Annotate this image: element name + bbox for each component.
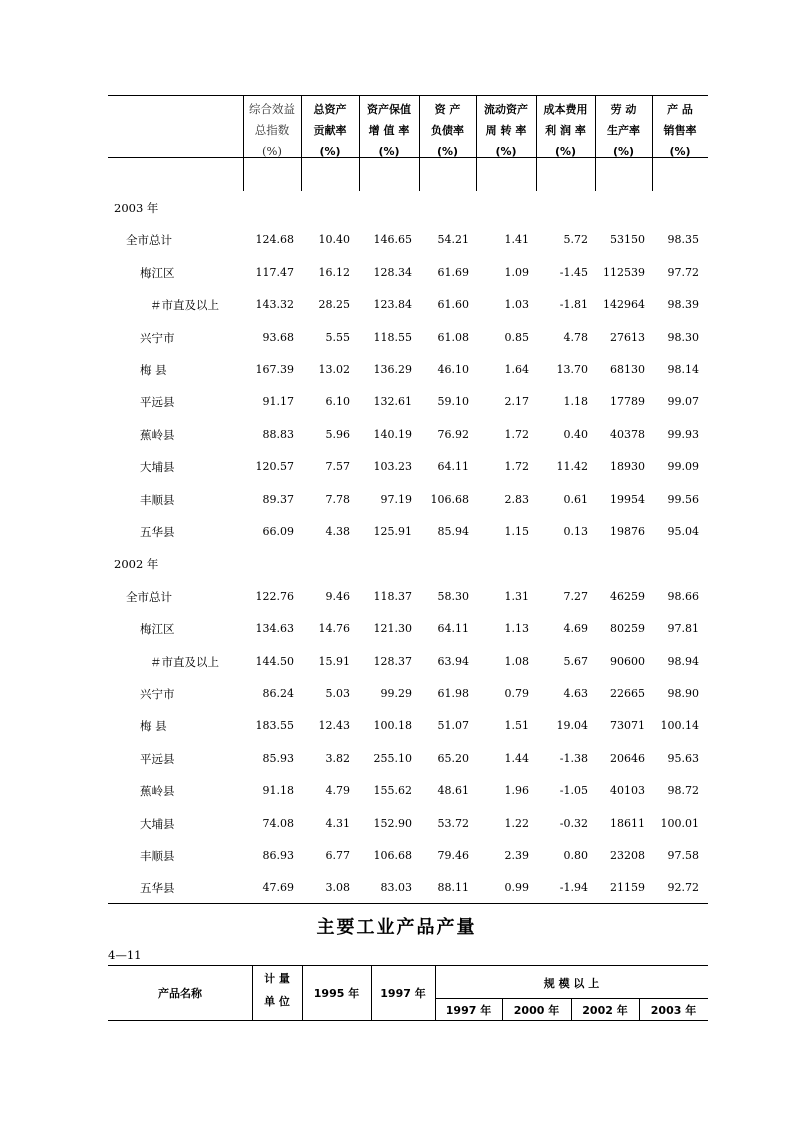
table-cell: 3.08 xyxy=(325,881,350,894)
table-cell: 19876 xyxy=(610,525,645,538)
column-divider xyxy=(243,95,244,191)
table-cell: 97.81 xyxy=(667,622,699,635)
table-cell: 20646 xyxy=(610,752,645,765)
table-cell: 61.98 xyxy=(437,687,469,700)
table-cell: 28.25 xyxy=(318,298,350,311)
col-unit-line1: 计 量 xyxy=(264,972,290,985)
table-cell: 4.69 xyxy=(563,622,588,635)
column-header xyxy=(301,99,359,162)
table-row xyxy=(108,716,708,736)
column-header xyxy=(476,99,536,162)
column-header-line: 贡献率 xyxy=(313,124,347,137)
table-cell: 4.63 xyxy=(563,687,588,700)
table-cell: 40103 xyxy=(610,784,645,797)
table-cell: 1.15 xyxy=(504,525,529,538)
table-cell: 10.40 xyxy=(318,233,350,246)
column-header-line: 负债率 xyxy=(431,124,464,137)
indicator-table xyxy=(108,95,708,904)
table-cell: 124.68 xyxy=(255,233,294,246)
table-cell: 7.78 xyxy=(325,493,350,506)
column-header xyxy=(595,99,652,162)
table-cell: 95.63 xyxy=(667,752,699,765)
table-cell: 16.12 xyxy=(318,266,350,279)
table-cell: 100.01 xyxy=(660,817,699,830)
column-header-line: 资产保值 xyxy=(367,103,411,116)
table-cell: 97.19 xyxy=(380,493,412,506)
column-header-line: 生产率 xyxy=(607,124,640,137)
table-cell: 99.56 xyxy=(667,493,699,506)
table-cell: 5.72 xyxy=(563,233,588,246)
column-header-line: (%) xyxy=(669,145,691,158)
table-row xyxy=(108,846,708,866)
table-cell: 152.90 xyxy=(373,817,412,830)
table-row xyxy=(108,295,708,315)
table-cell: 5.96 xyxy=(325,428,350,441)
table-cell: 144.50 xyxy=(255,655,294,668)
table-cell: 99.93 xyxy=(667,428,699,441)
table-cell: 97.72 xyxy=(667,266,699,279)
column-divider xyxy=(301,95,302,191)
column-header-line: 总指数 xyxy=(254,123,290,137)
table-cell: 46259 xyxy=(610,590,645,603)
table-cell: 125.91 xyxy=(373,525,412,538)
column-header-line: (%) xyxy=(378,145,400,158)
table-cell: -1.38 xyxy=(559,752,588,765)
table-cell: 58.30 xyxy=(437,590,469,603)
region-name: 兴宁市 xyxy=(140,331,175,345)
column-header xyxy=(243,99,301,162)
table-cell: 14.76 xyxy=(318,622,350,635)
col-1997: 1997 年 xyxy=(380,987,426,1000)
table-row xyxy=(108,878,708,898)
table-cell: 80259 xyxy=(610,622,645,635)
column-header-line: 增 值 率 xyxy=(368,124,410,137)
scale-year-1997: 1997 年 xyxy=(445,1004,492,1017)
table-cell: 167.39 xyxy=(255,363,294,376)
table-cell: 98.72 xyxy=(667,784,699,797)
column-header-line: 资 产 xyxy=(434,103,461,116)
table-cell: 97.58 xyxy=(667,849,699,862)
column-header-line: 销售率 xyxy=(663,124,697,137)
column-header-line: 成本费用 xyxy=(543,103,588,116)
table-cell: 17789 xyxy=(610,395,645,408)
year-row xyxy=(108,198,708,218)
column-header-line: 周 转 率 xyxy=(485,124,527,137)
table-cell: 61.69 xyxy=(437,266,469,279)
column-header-line: (%) xyxy=(495,145,517,158)
table-cell: 98.14 xyxy=(667,363,699,376)
table-cell: 65.20 xyxy=(437,752,469,765)
table-row xyxy=(108,425,708,445)
table-cell: 66.09 xyxy=(262,525,294,538)
table-cell: 112539 xyxy=(603,266,645,279)
table-row xyxy=(108,360,708,380)
table-cell: 3.82 xyxy=(325,752,350,765)
region-name: 兴宁市 xyxy=(140,687,175,701)
table-cell: 1.03 xyxy=(504,298,529,311)
table-cell: 98.94 xyxy=(667,655,699,668)
table-cell: 74.08 xyxy=(262,817,294,830)
product-output-table xyxy=(108,965,708,1021)
scale-year-2000: 2000 年 xyxy=(513,1004,560,1017)
table-cell: 1.64 xyxy=(504,363,529,376)
table-cell: 136.29 xyxy=(373,363,412,376)
table-cell: 142964 xyxy=(603,298,645,311)
col-1995: 1995 年 xyxy=(313,987,360,1000)
table-cell: 6.77 xyxy=(325,849,350,862)
table-cell: 99.07 xyxy=(667,395,699,408)
table-cell: 76.92 xyxy=(437,428,469,441)
region-name: 梅 县 xyxy=(140,363,167,377)
scale-year-2002: 2002 年 xyxy=(582,1004,628,1017)
region-name: 大埔县 xyxy=(140,817,175,831)
table-cell: 0.80 xyxy=(563,849,588,862)
column-divider xyxy=(476,95,477,191)
table-cell: 0.85 xyxy=(504,331,529,344)
column-header-line: 劳 动 xyxy=(610,103,637,116)
table-cell: 100.14 xyxy=(660,719,699,732)
table-cell: 128.34 xyxy=(373,266,412,279)
table-cell: 23208 xyxy=(610,849,645,862)
column-header-line: (%) xyxy=(612,145,635,158)
table-cell: 5.67 xyxy=(563,655,588,668)
table-cell: 122.76 xyxy=(255,590,294,603)
table-cell: 106.68 xyxy=(430,493,469,506)
table-cell: 146.65 xyxy=(373,233,412,246)
table-cell: 59.10 xyxy=(437,395,469,408)
table-cell: 106.68 xyxy=(373,849,412,862)
region-name: 五华县 xyxy=(140,525,175,539)
table-cell: 1.18 xyxy=(563,395,588,408)
table-cell: 1.41 xyxy=(504,233,529,246)
table-cell: 61.08 xyxy=(437,331,469,344)
column-divider xyxy=(652,95,653,191)
table-row xyxy=(108,392,708,412)
col-unit-line2: 单 位 xyxy=(264,995,290,1008)
column-header-line: 综合效益 xyxy=(249,102,295,116)
table-cell: -1.81 xyxy=(559,298,588,311)
table-cell: 22665 xyxy=(610,687,645,700)
table-cell: 47.69 xyxy=(262,881,294,894)
column-header-line: 流动资产 xyxy=(484,103,528,116)
column-header xyxy=(359,99,419,162)
table-row xyxy=(108,749,708,769)
table-cell: 1.09 xyxy=(504,266,529,279)
table-cell: 5.03 xyxy=(325,687,350,700)
table-cell: 0.40 xyxy=(563,428,588,441)
table-cell: 2.39 xyxy=(504,849,529,862)
table-cell: 46.10 xyxy=(437,363,469,376)
region-name: 平远县 xyxy=(140,752,175,766)
table-cell: 27613 xyxy=(610,331,645,344)
region-name: 全市总计 xyxy=(126,233,172,247)
column-header-line: (%) xyxy=(262,144,282,158)
column-header-line: 总资产 xyxy=(313,103,347,116)
region-name: 五华县 xyxy=(140,881,175,895)
table-cell: 255.10 xyxy=(373,752,412,765)
column-header xyxy=(652,99,708,162)
table-cell: 95.04 xyxy=(667,525,699,538)
region-name: 丰顺县 xyxy=(140,849,175,863)
table-cell: 103.23 xyxy=(373,460,412,473)
table-cell: 1.08 xyxy=(504,655,529,668)
table-cell: 86.93 xyxy=(262,849,294,862)
table-row xyxy=(108,587,708,607)
table-cell: 92.72 xyxy=(667,881,699,894)
table-cell: 1.51 xyxy=(504,719,529,732)
table-cell: 4.78 xyxy=(563,331,588,344)
table-cell: 183.55 xyxy=(255,719,294,732)
region-name: 梅江区 xyxy=(140,266,175,280)
table-cell: 1.72 xyxy=(504,428,529,441)
region-name: ＃市直及以上 xyxy=(150,655,219,669)
table-row xyxy=(108,328,708,348)
table-cell: 19954 xyxy=(610,493,645,506)
table-cell: 100.18 xyxy=(373,719,412,732)
region-name: 丰顺县 xyxy=(140,493,175,507)
table-row xyxy=(108,230,708,250)
region-name: 大埔县 xyxy=(140,460,175,474)
table-cell: 117.47 xyxy=(255,266,294,279)
table-cell: 98.66 xyxy=(667,590,699,603)
table-cell: 79.46 xyxy=(437,849,469,862)
table-cell: 1.72 xyxy=(504,460,529,473)
table-cell: 155.62 xyxy=(373,784,412,797)
table-cell: 1.44 xyxy=(504,752,529,765)
year-label: 2002 年 xyxy=(114,557,159,571)
table-cell: 13.70 xyxy=(556,363,588,376)
table-cell: 7.27 xyxy=(563,590,588,603)
table-cell: 53150 xyxy=(610,233,645,246)
table-cell: 83.03 xyxy=(380,881,412,894)
region-name: 蕉岭县 xyxy=(140,428,175,442)
region-name: 平远县 xyxy=(140,395,175,409)
table-cell: 121.30 xyxy=(373,622,412,635)
table-cell: -1.94 xyxy=(559,881,588,894)
table-cell: 118.55 xyxy=(373,331,412,344)
table-row xyxy=(108,781,708,801)
table-row xyxy=(108,652,708,672)
table-cell: 15.91 xyxy=(318,655,350,668)
table-cell: 54.21 xyxy=(437,233,469,246)
table-cell: 4.31 xyxy=(325,817,350,830)
table-cell: 99.09 xyxy=(667,460,699,473)
table-row xyxy=(108,457,708,477)
table-cell: -1.05 xyxy=(559,784,588,797)
table-cell: 0.79 xyxy=(504,687,529,700)
table-cell: 134.63 xyxy=(255,622,294,635)
table-cell: 2.83 xyxy=(504,493,529,506)
table-cell: 128.37 xyxy=(373,655,412,668)
table-cell: 18930 xyxy=(610,460,645,473)
table-cell: 1.13 xyxy=(504,622,529,635)
column-divider xyxy=(359,95,360,191)
scale-header: 规 模 以 上 xyxy=(543,977,600,990)
table-row xyxy=(108,814,708,834)
table-cell: 143.32 xyxy=(255,298,294,311)
table-cell: 1.96 xyxy=(504,784,529,797)
table-cell: 86.24 xyxy=(262,687,294,700)
column-header-line: (%) xyxy=(554,145,577,158)
table-cell: 88.83 xyxy=(262,428,294,441)
table-cell: -0.32 xyxy=(559,817,588,830)
table-cell: 98.35 xyxy=(667,233,699,246)
table-cell: 40378 xyxy=(610,428,645,441)
table-cell: 0.99 xyxy=(504,881,529,894)
table-cell: 91.18 xyxy=(262,784,294,797)
table-cell: 120.57 xyxy=(255,460,294,473)
column-divider xyxy=(595,95,596,191)
table-cell: 53.72 xyxy=(437,817,469,830)
region-name: 蕉岭县 xyxy=(140,784,175,798)
table-cell: 93.68 xyxy=(262,331,294,344)
table-cell: -1.45 xyxy=(559,266,588,279)
table-row xyxy=(108,490,708,510)
table-cell: 132.61 xyxy=(373,395,412,408)
region-name: 梅江区 xyxy=(140,622,175,636)
table2-title: 主要工业产品产量 xyxy=(316,917,477,938)
table-cell: 123.84 xyxy=(373,298,412,311)
table-cell: 12.43 xyxy=(318,719,350,732)
table-cell: 9.46 xyxy=(325,590,350,603)
table-cell: 140.19 xyxy=(373,428,412,441)
table-cell: 98.90 xyxy=(667,687,699,700)
table-cell: 2.17 xyxy=(504,395,529,408)
table-cell: 5.55 xyxy=(325,331,350,344)
table-cell: 98.39 xyxy=(667,298,699,311)
table2-code: 4—11 xyxy=(108,948,142,962)
table-cell: 18611 xyxy=(610,817,645,830)
table-cell: 1.31 xyxy=(504,590,529,603)
table-cell: 19.04 xyxy=(556,719,588,732)
table-cell: 6.10 xyxy=(325,395,350,408)
table-cell: 98.30 xyxy=(667,331,699,344)
table-cell: 89.37 xyxy=(262,493,294,506)
table-cell: 1.22 xyxy=(504,817,529,830)
table-cell: 21159 xyxy=(610,881,645,894)
table-cell: 4.38 xyxy=(325,525,350,538)
column-header-line: (%) xyxy=(436,145,459,158)
table-cell: 0.13 xyxy=(563,525,588,538)
table-cell: 4.79 xyxy=(325,784,350,797)
table-cell: 63.94 xyxy=(437,655,469,668)
col-product-name: 产品名称 xyxy=(158,987,202,1000)
table-cell: 13.02 xyxy=(318,363,350,376)
year-row xyxy=(108,554,708,574)
column-divider xyxy=(419,95,420,191)
table-row xyxy=(108,263,708,283)
table-cell: 99.29 xyxy=(380,687,412,700)
table-row xyxy=(108,619,708,639)
column-divider xyxy=(536,95,537,191)
table-cell: 73071 xyxy=(610,719,645,732)
table-cell: 64.11 xyxy=(437,622,469,635)
column-header xyxy=(419,99,476,162)
table-cell: 0.61 xyxy=(563,493,588,506)
column-header-line: (%) xyxy=(319,145,341,158)
region-name: ＃市直及以上 xyxy=(150,298,219,312)
table-row xyxy=(108,522,708,542)
column-header xyxy=(536,99,595,162)
table-cell: 11.42 xyxy=(556,460,588,473)
table-cell: 85.94 xyxy=(437,525,469,538)
table-cell: 85.93 xyxy=(262,752,294,765)
region-name: 全市总计 xyxy=(126,590,172,604)
table-cell: 91.17 xyxy=(262,395,294,408)
table-cell: 118.37 xyxy=(373,590,412,603)
table-cell: 61.60 xyxy=(437,298,469,311)
table-cell: 88.11 xyxy=(437,881,469,894)
table-cell: 51.07 xyxy=(437,719,469,732)
table-row xyxy=(108,684,708,704)
column-header-line: 利 润 率 xyxy=(545,124,586,137)
table-cell: 48.61 xyxy=(437,784,469,797)
table-cell: 68130 xyxy=(610,363,645,376)
column-header-line: 产 品 xyxy=(667,103,693,116)
table-cell: 7.57 xyxy=(325,460,350,473)
scale-year-2003: 2003 年 xyxy=(650,1004,697,1017)
table-cell: 90600 xyxy=(610,655,645,668)
table-cell: 64.11 xyxy=(437,460,469,473)
year-label: 2003 年 xyxy=(114,201,159,215)
region-name: 梅 县 xyxy=(140,719,167,733)
